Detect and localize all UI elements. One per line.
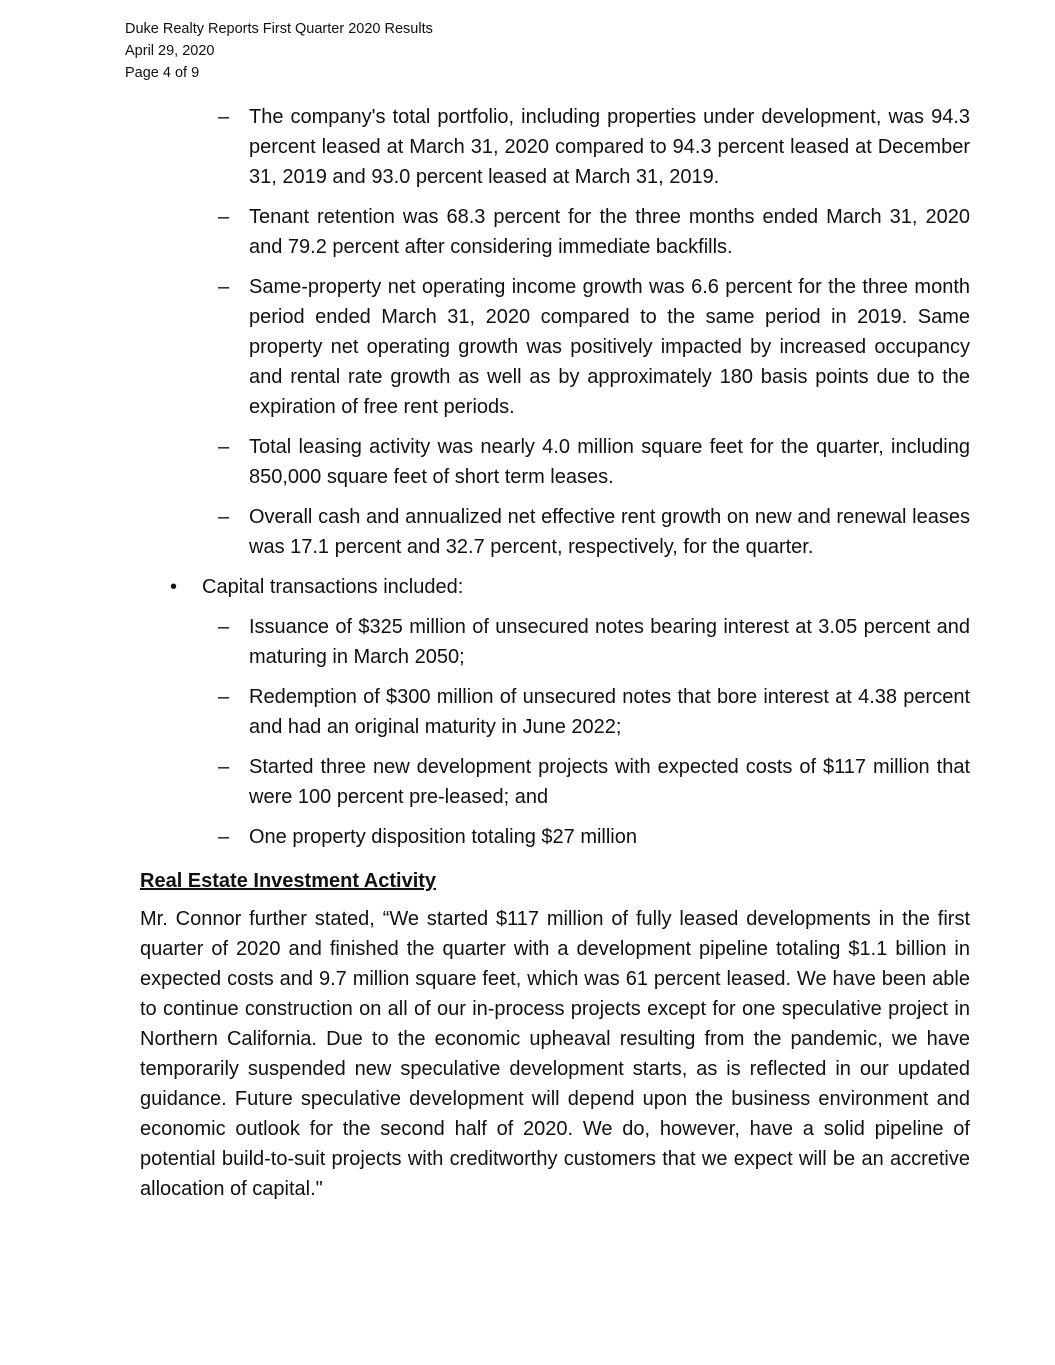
bullet-marker: • (170, 576, 178, 598)
leasing-list-item (218, 272, 970, 422)
capital-list-item (218, 612, 970, 672)
leasing-list-item (218, 432, 970, 492)
dash-marker: – (218, 436, 230, 458)
list-item-text: Started three new development projects with expected costs of $117 million that were 100 percent pre-leased; and (249, 756, 970, 808)
list-item-text: Issuance of $325 million of unsecured notes bearing interest at 3.05 percent and maturing in March 2050; (249, 616, 970, 668)
dash-marker: – (218, 506, 230, 528)
dash-marker: – (218, 826, 230, 848)
capital-list-item (218, 682, 970, 742)
list-item-text: One property disposition totaling $27 million (249, 826, 637, 848)
section-paragraph: Mr. Connor further stated, “We started $117 million of fully leased developments in the first quarter of 2020 and finished the quarter with a development pipeline totaling $1.1 billion in expected costs and 9.7 million square feet, which was 61 percent leased. We have been able to continue construction on all of our in-process projects except for one speculative project in Northern California. Due to the economic upheaval resulting from the pandemic, we have temporarily suspended new speculative development starts, as is reflected in our updated guidance. Future speculative development will depend upon the business environment and economic outlook for the second half of 2020. We do, however, have a solid pipeline of potential build-to-suit projects with creditworthy customers that we expect will be an accretive allocation of capital." (140, 908, 970, 1200)
dash-marker: – (218, 686, 230, 708)
dash-marker: – (218, 206, 230, 228)
list-item-text: The company's total portfolio, including properties under development, was 94.3 percent leased at March 31, 2020 compared to 94.3 percent leased at December 31, 2019 and 93.0 percent leased at March 31, 2019. (249, 106, 970, 188)
document-title: Duke Realty Reports First Quarter 2020 Results (125, 21, 433, 37)
leasing-list-item (218, 102, 970, 192)
capital-list-item (218, 752, 970, 812)
list-item-text: Tenant retention was 68.3 percent for the three months ended March 31, 2020 and 79.2 percent after considering immediate backfills. (249, 206, 970, 258)
dash-marker: – (218, 756, 230, 778)
bullet-text: Capital transactions included: (202, 576, 464, 598)
list-item-text: Redemption of $300 million of unsecured notes that bore interest at 4.38 percent and had an original maturity in June 2022; (249, 686, 970, 738)
list-item-text: Same-property net operating income growth was 6.6 percent for the three month period ended March 31, 2020 compared to the same period in 2019. Same property net operating growth was positively impacted by increased occupancy and rental rate growth as well as by approximately 180 basis points due to the expiration of free rent periods. (249, 276, 970, 418)
dash-marker: – (218, 106, 230, 128)
page-header (125, 18, 433, 84)
list-item-text: Overall cash and annualized net effective rent growth on new and renewal leases was 17.1 percent and 32.7 percent, respectively, for the quarter. (249, 506, 970, 558)
document-body (0, 102, 1055, 1204)
capital-transactions-bullet (170, 572, 970, 602)
leasing-list-item (218, 502, 970, 562)
list-item-text: Total leasing activity was nearly 4.0 million square feet for the quarter, including 850,000 square feet of short term leases. (249, 436, 970, 488)
section-heading: Real Estate Investment Activity (140, 870, 437, 892)
dash-marker: – (218, 276, 230, 298)
capital-list-item (218, 822, 970, 852)
dash-marker: – (218, 616, 230, 638)
leasing-list-item (218, 202, 970, 262)
page-number: Page 4 of 9 (125, 65, 200, 81)
document-date: April 29, 2020 (125, 43, 215, 59)
